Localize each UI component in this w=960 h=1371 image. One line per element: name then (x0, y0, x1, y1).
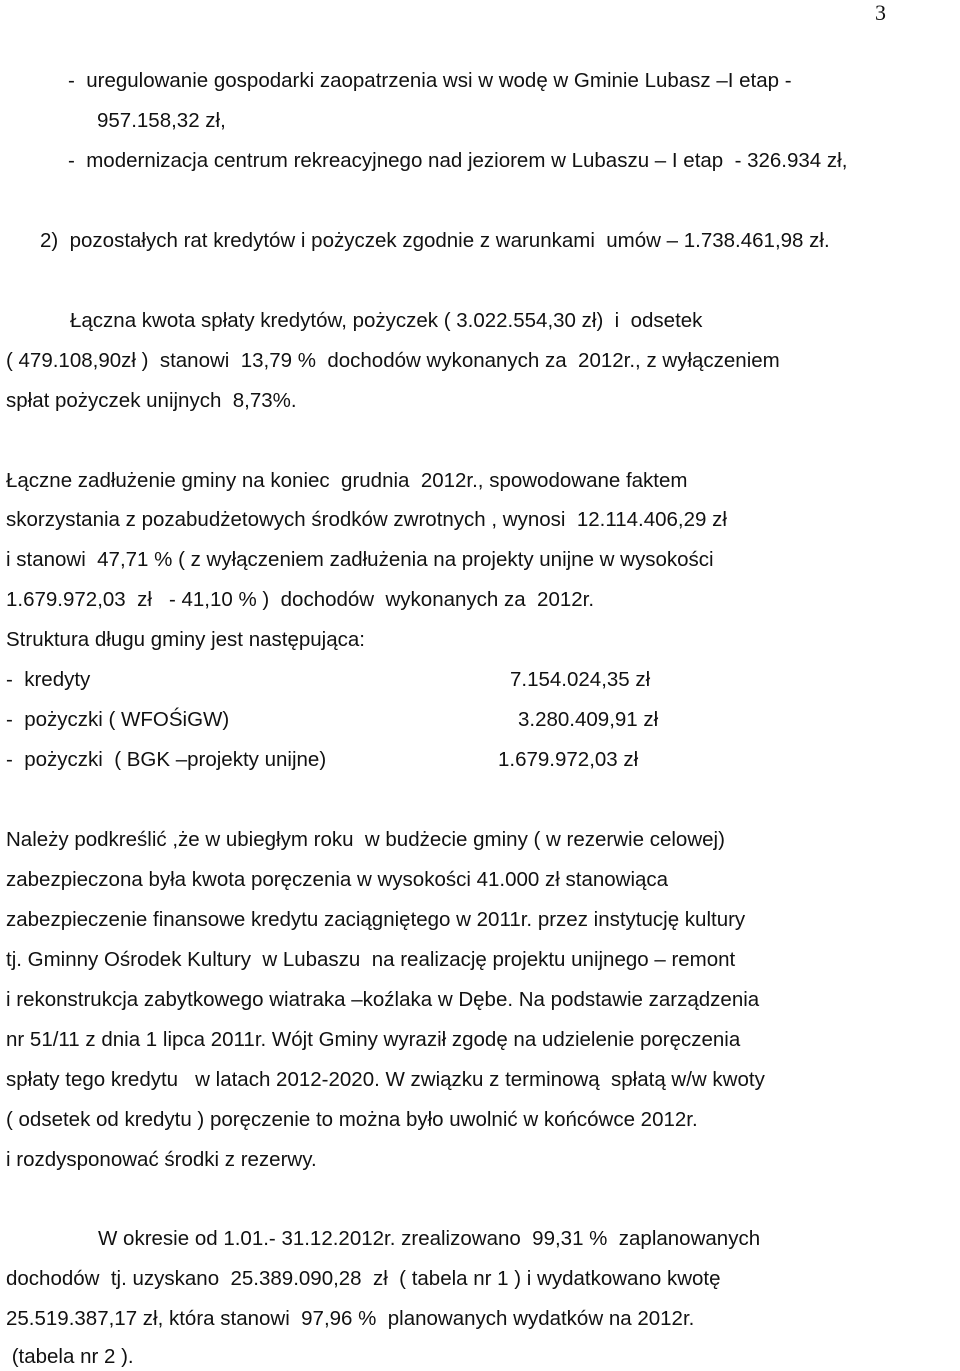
text-line: Łączna kwota spłaty kredytów, pożyczek ( 3.022.554,30 zł) i odsetek (70, 309, 703, 332)
text-line: i rekonstrukcja zabytkowego wiatraka –koźlaka w Dębe. Na podstawie zarządzenia (6, 988, 760, 1011)
debt-item-label: - kredyty (6, 668, 91, 691)
text-line: 1.679.972,03 zł - 41,10 % ) dochodów wykonanych za 2012r. (6, 588, 595, 611)
text-line: W okresie od 1.01.- 31.12.2012r. zrealizowano 99,31 % zaplanowanych (98, 1227, 761, 1250)
text-line: skorzystania z pozabudżetowych środków zwrotnych , wynosi 12.114.406,29 zł (6, 508, 727, 531)
text-line: - uregulowanie gospodarki zaopatrzenia wsi w wodę w Gminie Lubasz –I etap - (68, 69, 792, 92)
debt-item-label: - pożyczki ( BGK –projekty unijne) (6, 748, 327, 771)
debt-item-amount: 3.280.409,91 zł (518, 708, 659, 731)
text-line: Należy podkreślić ,że w ubiegłym roku w budżecie gminy ( w rezerwie celowej) (6, 828, 725, 851)
text-line: ( odsetek od kredytu ) poręczenie to można było uwolnić w końcówce 2012r. (6, 1108, 698, 1131)
text-line: tj. Gminny Ośrodek Kultury w Lubaszu na realizację projektu unijnego – remont (6, 948, 736, 971)
text-line: 957.158,32 zł, (97, 109, 226, 132)
debt-item-label: - pożyczki ( WFOŚiGW) (6, 708, 230, 731)
debt-item-amount: 1.679.972,03 zł (498, 748, 639, 771)
text-line: (tabela nr 2 ). (6, 1345, 134, 1368)
text-line: i stanowi 47,71 % ( z wyłączeniem zadłużenia na projekty unijne w wysokości (6, 548, 714, 571)
text-line: spłaty tego kredytu w latach 2012-2020. W związku z terminową spłatą w/w kwoty (6, 1068, 765, 1091)
text-line: zabezpieczona była kwota poręczenia w wysokości 41.000 zł stanowiąca (6, 868, 669, 891)
debt-item-amount: 7.154.024,35 zł (510, 668, 651, 691)
text-line: Struktura długu gminy jest następująca: (6, 628, 365, 651)
text-line: i rozdysponować środki z rezerwy. (6, 1148, 317, 1171)
text-line: Łączne zadłużenie gminy na koniec grudnia 2012r., spowodowane faktem (6, 469, 688, 492)
text-line: 2) pozostałych rat kredytów i pożyczek zgodnie z warunkami umów – 1.738.461,98 zł. (40, 229, 830, 252)
text-line: spłat pożyczek unijnych 8,73%. (6, 389, 297, 412)
text-line: nr 51/11 z dnia 1 lipca 2011r. Wójt Gminy wyraził zgodę na udzielenie poręczenia (6, 1028, 741, 1051)
text-line: dochodów tj. uzyskano 25.389.090,28 zł ( tabela nr 1 ) i wydatkowano kwotę (6, 1267, 721, 1290)
text-line: zabezpieczenie finansowe kredytu zaciągniętego w 2011r. przez instytucję kultury (6, 908, 746, 931)
text-line: - modernizacja centrum rekreacyjnego nad jeziorem w Lubaszu – I etap - 326.934 zł, (68, 149, 848, 172)
page-number: 3 (875, 0, 886, 25)
text-line: 25.519.387,17 zł, która stanowi 97,96 % planowanych wydatków na 2012r. (6, 1307, 695, 1330)
text-line: ( 479.108,90zł ) stanowi 13,79 % dochodów wykonanych za 2012r., z wyłączeniem (6, 349, 780, 372)
